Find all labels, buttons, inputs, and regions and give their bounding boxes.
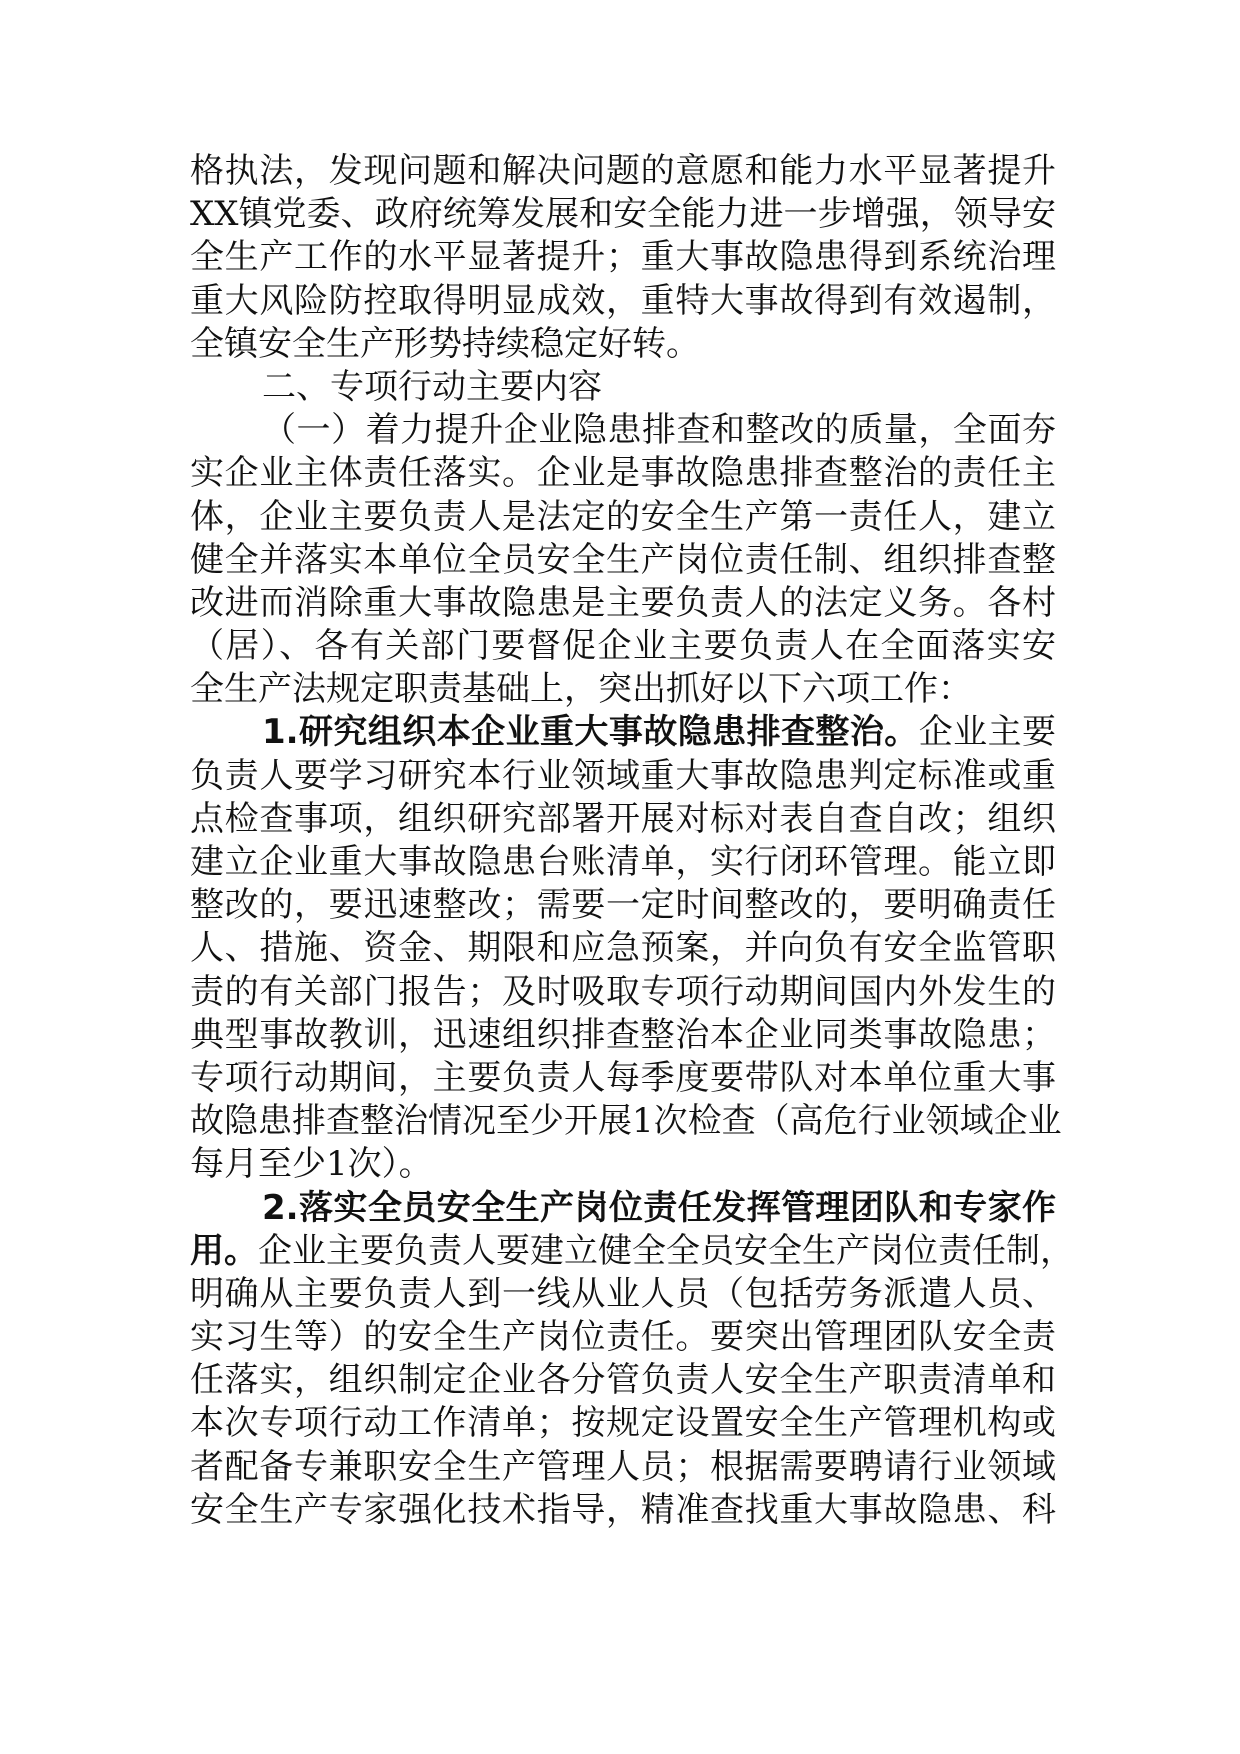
text-line: 责的有关部门报告；及时吸取专项行动期间国内外发生的	[190, 971, 1056, 1012]
item-text: 企业主要	[918, 712, 1057, 753]
text-line: XX镇党委、政府统筹发展和安全能力进一步增强，领导安	[190, 194, 1056, 235]
text-line: 全生产工作的水平显著提升；重大事故隐患得到系统治理	[190, 237, 1056, 278]
text-line: 人、措施、资金、期限和应急预案，并向负有安全监管职	[190, 928, 1056, 969]
section-heading: 二、专项行动主要内容	[262, 366, 602, 407]
item-title: 2.落实全员安全生产岗位责任发挥管理团队和专家作	[262, 1187, 1056, 1228]
text-line: 整改的，要迅速整改；需要一定时间整改的，要明确责任	[190, 885, 1056, 926]
text-line: 者配备专兼职安全生产管理人员；根据需要聘请行业领域	[190, 1446, 1056, 1487]
text-line: 健全并落实本单位全员安全生产岗位责任制、组织排查整	[190, 539, 1056, 580]
text-line: 重大风险防控取得明显成效，重特大事故得到有效遏制，	[190, 280, 1056, 321]
item-heading-line	[190, 1187, 1056, 1230]
document-page	[190, 150, 1074, 1532]
text-line: 典型事故教训，迅速组织排查整治本企业同类事故隐患；	[190, 1014, 1056, 1055]
text-line: 每月至少1次）。	[190, 1144, 433, 1185]
text-line: 负责人要学习研究本行业领域重大事故隐患判定标准或重	[190, 755, 1056, 796]
text-line: 实企业主体责任落实。企业是事故隐患排查整治的责任主	[190, 453, 1056, 494]
text-line: 体，企业主要负责人是法定的安全生产第一责任人，建立	[190, 496, 1056, 537]
text-line: 故隐患排查整治情况至少开展1次检查（高危行业领域企业	[190, 1101, 1062, 1142]
text-line: 点检查事项，组织研究部署开展对标对表自查自改；组织	[190, 798, 1056, 839]
item-title: 用。	[190, 1230, 258, 1271]
text-line: 专项行动期间，主要负责人每季度要带队对本单位重大事	[190, 1057, 1056, 1098]
text-line: 全镇安全生产形势持续稳定好转。	[190, 323, 700, 364]
text-line: 本次专项行动工作清单；按规定设置安全生产管理机构或	[190, 1403, 1056, 1444]
text-line: 实习生等）的安全生产岗位责任。要突出管理团队安全责	[190, 1317, 1056, 1358]
text-line: 改进而消除重大事故隐患是主要负责人的法定义务。各村	[190, 582, 1056, 623]
text-line: 格执法，发现问题和解决问题的意愿和能力水平显著提升	[190, 151, 1056, 191]
text-line: 全生产法规定职责基础上，突出抓好以下六项工作：	[190, 669, 972, 710]
item-heading-line	[190, 711, 1056, 754]
text-line: 明确从主要负责人到一线从业人员（包括劳务派遣人员、	[190, 1273, 1056, 1314]
text-line: 任落实，组织制定企业各分管负责人安全生产职责清单和	[190, 1360, 1056, 1401]
subsection-heading: （一）着力提升企业隐患排查和整改的质量，全面夯	[262, 410, 1056, 451]
text-line: 建立企业重大事故隐患台账清单，实行闭环管理。能立即	[190, 842, 1056, 882]
item-heading-line	[190, 1230, 1074, 1273]
text-line: （居）、各有关部门要督促企业主要负责人在全面落实安	[190, 626, 1056, 667]
item-title: 1.研究组织本企业重大事故隐患排查整治。	[262, 712, 919, 753]
text-line: 安全生产专家强化技术指导，精准查找重大事故隐患、科	[190, 1489, 1056, 1530]
item-text: 企业主要负责人要建立健全全员安全生产岗位责任制，	[258, 1230, 1074, 1271]
